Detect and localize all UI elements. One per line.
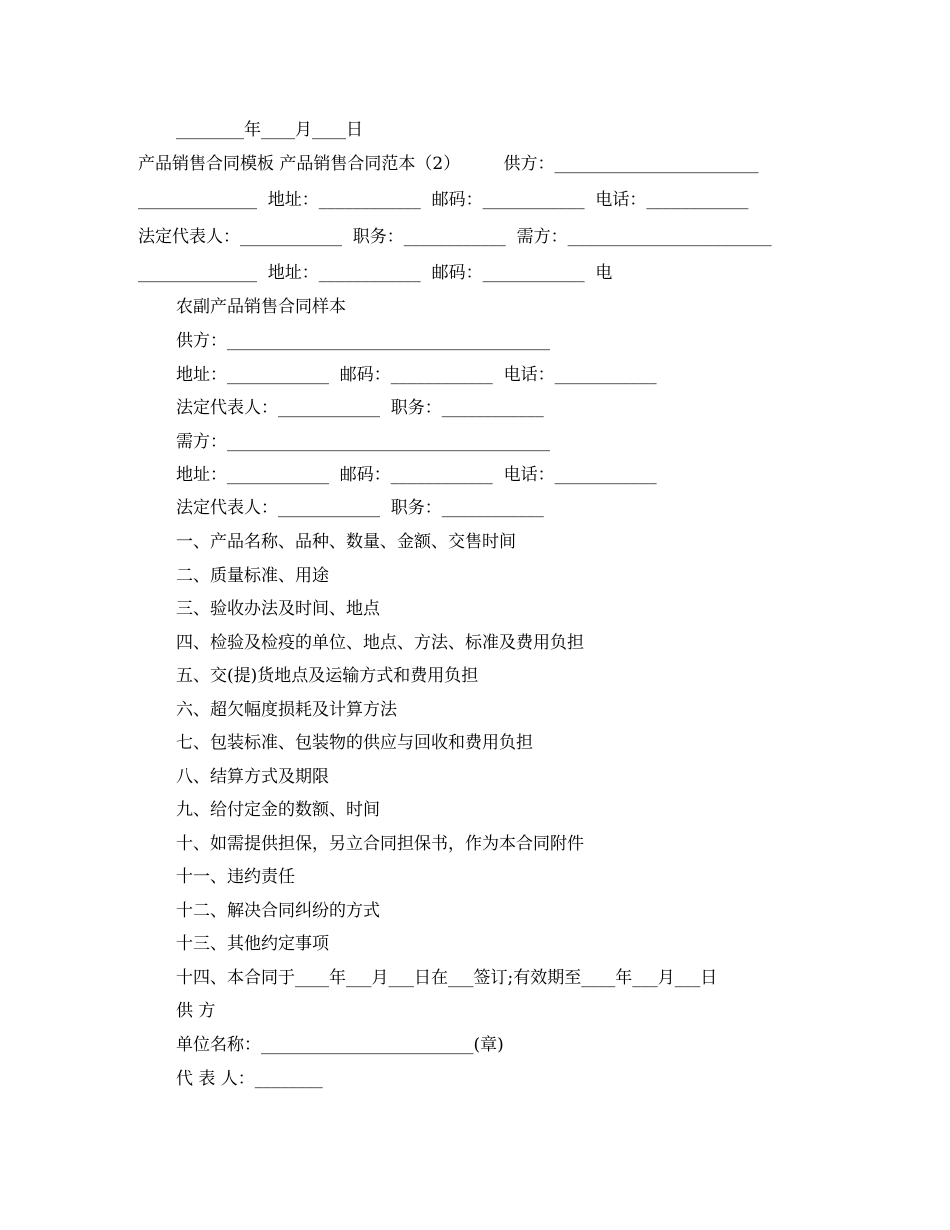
clause-item: 九、给付定金的数额、时间 [176,800,380,820]
buyer-representative-line: 法定代表人：____________ 职务：____________ [176,498,544,518]
date-line: ________年____月____日 [176,120,363,140]
intro-line: 产品销售合同模板 产品销售合同范本（2） 供方：________________________ [138,154,759,174]
intro-line: ______________ 地址：____________ 邮码：____________ 电 [138,263,613,283]
supplier-address-line: 地址：____________ 邮码：____________ 电话：____________ [176,365,657,385]
buyer-address-line: 地址：____________ 邮码：____________ 电话：____________ [176,465,657,485]
supplier-representative-line: 法定代表人：____________ 职务：____________ [176,398,544,418]
clause-item: 一、产品名称、品种、数量、金额、交售时间 [176,532,516,552]
unit-name-line: 单位名称：_________________________(章) [176,1035,504,1055]
clause-item: 十四、本合同于____年___月___日在___签订;有效期至____年___月___日 [176,968,718,988]
clause-item: 三、验收办法及时间、地点 [176,599,380,619]
representative-line: 代 表 人：________ [176,1069,323,1089]
clause-item: 四、检验及检疫的单位、地点、方法、标准及费用负担 [176,633,584,653]
buyer-line: 需方：______________________________________ [176,432,550,452]
clause-item: 十、如需提供担保，另立合同担保书，作为本合同附件 [176,834,584,854]
clause-item: 二、质量标准、用途 [176,566,329,586]
supplier-line: 供方：______________________________________ [176,331,550,351]
clause-item: 七、包装标准、包装物的供应与回收和费用负担 [176,733,533,753]
clause-item: 十二、解决合同纠纷的方式 [176,901,380,921]
intro-line: ______________ 地址：____________ 邮码：____________ 电话：____________ [138,190,749,210]
intro-line: 法定代表人：____________ 职务：____________ 需方：________________________ [138,227,772,247]
clause-item: 六、超欠幅度损耗及计算方法 [176,700,397,720]
signature-heading: 供 方 [176,1001,216,1021]
clause-item: 十三、其他约定事项 [176,934,329,954]
document-title: 农副产品销售合同样本 [176,297,346,317]
clause-item: 十一、违约责任 [176,867,295,887]
clause-item: 八、结算方式及期限 [176,767,329,787]
clause-item: 五、交(提)货地点及运输方式和费用负担 [176,666,479,686]
